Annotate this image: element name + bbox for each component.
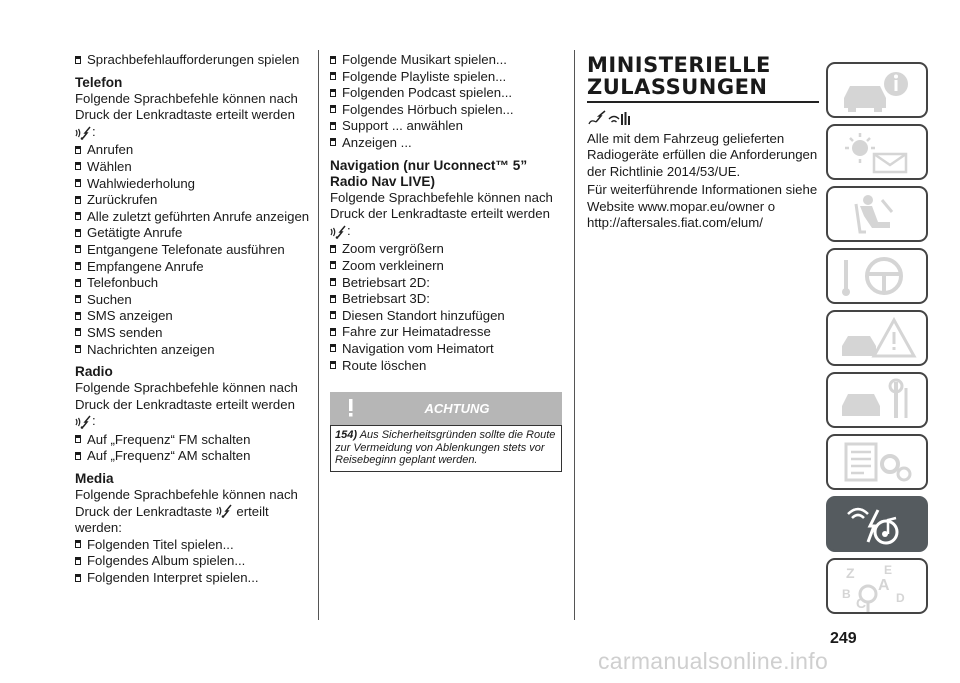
media-command-list-cont [330, 52, 562, 152]
paragraph: Alle mit dem Fahrzeug gelieferten Radiogeräte erfüllen die Anforderungen der Richtlinie 2014/53/UE. [587, 130, 818, 179]
list-item: SMS anzeigen [75, 308, 305, 325]
voice-command-icon [75, 415, 92, 429]
warning-lights-icon [838, 130, 918, 176]
list-item: Folgende Playliste spielen... [330, 69, 562, 86]
list-item: Entgangene Telefonate ausführen [75, 242, 305, 259]
list-item: Suchen [75, 292, 305, 309]
list-item: Anzeigen ... [330, 135, 562, 152]
list-item: Auf „Frequenz“ FM schalten [75, 432, 305, 449]
navigation-command-list [330, 241, 562, 374]
list-item: Folgenden Titel spielen... [75, 537, 305, 554]
tab-multimedia[interactable] [826, 496, 928, 552]
warning-text: 154) Aus Sicherheitsgründen sollte die Route zur Vermeidung von Ablenkungen stets vor Reisebeginn geplant werden. [330, 425, 562, 472]
list-item: Betriebsart 3D: [330, 291, 562, 308]
list-item: Wahlwiederholung [75, 176, 305, 193]
steering-wheel-icon [838, 254, 918, 300]
seat-airbag-icon [838, 192, 918, 238]
column-2 [330, 52, 562, 472]
list-item: Support ... anwählen [330, 118, 562, 135]
index-icon [838, 564, 918, 614]
voice-command-icon [75, 126, 92, 140]
checkbox-list [75, 52, 305, 69]
technical-data-icon [838, 440, 918, 486]
svg-text:C: C [856, 595, 867, 611]
list-item: Zurückrufen [75, 192, 305, 209]
list-item: Folgende Musikart spielen... [330, 52, 562, 69]
list-item: Sprachbefehlaufforderungen spielen [75, 52, 305, 69]
list-item: Betriebsart 2D: [330, 275, 562, 292]
radio-command-list [75, 432, 305, 465]
title-rule [587, 101, 819, 103]
section-heading-telefon: Telefon [75, 74, 123, 90]
voice-command-icon [330, 225, 347, 239]
page-number: 249 [830, 630, 857, 647]
tab-steering-wheel[interactable] [826, 248, 928, 304]
tab-seat-airbag[interactable] [826, 186, 928, 242]
svg-text:Z: Z [846, 565, 855, 581]
list-item: Empfangene Anrufe [75, 259, 305, 276]
section-intro: Folgende Sprachbefehle können nach Druck der Lenkradtaste erteilt werden: [75, 487, 298, 536]
list-item: Zoom verkleinern [330, 258, 562, 275]
section-heading-radio: Radio [75, 364, 113, 380]
list-item: Wählen [75, 159, 305, 176]
list-item: SMS senden [75, 325, 305, 342]
voice-wifi-symbol-icon [587, 110, 633, 128]
column-1 [75, 52, 310, 587]
tab-maintenance[interactable] [826, 372, 928, 428]
svg-text:E: E [884, 564, 893, 577]
section-intro: Folgende Sprachbefehle können nach Druck der Lenkradtaste erteilt werden : [330, 189, 553, 238]
voice-command-icon [216, 504, 233, 518]
section-intro: Folgende Sprachbefehle können nach Druck der Lenkradtaste erteilt werden : [75, 90, 298, 139]
section-heading-navigation: Navigation (nur Uconnect™ 5” Radio Nav LIVE) [330, 157, 528, 189]
tab-warning-lights[interactable] [826, 124, 928, 180]
maintenance-icon [838, 378, 918, 424]
svg-text:D: D [896, 591, 905, 605]
section-intro: Folgende Sprachbefehle können nach Druck der Lenkradtaste erteilt werden : [75, 380, 298, 429]
warning-title: ACHTUNG [424, 401, 490, 417]
list-item: Navigation vom Heimatort [330, 341, 562, 358]
list-item: Telefonbuch [75, 275, 305, 292]
list-item: Alle zuletzt geführten Anrufe anzeigen [75, 209, 305, 226]
list-item: Folgendes Album spielen... [75, 553, 305, 570]
svg-text:B: B [842, 587, 851, 601]
section-heading-media: Media [75, 471, 114, 487]
watermark: carmanualsonline.info [598, 648, 829, 674]
list-item: Folgenden Interpret spielen... [75, 570, 305, 587]
breakdown-icon [838, 316, 918, 362]
list-item: Diesen Standort hinzufügen [330, 308, 562, 325]
list-item: Folgendes Hörbuch spielen... [330, 102, 562, 119]
list-item: Folgenden Podcast spielen... [330, 85, 562, 102]
tab-index[interactable] [826, 558, 928, 614]
warning-header [330, 392, 562, 425]
warning-box [330, 392, 562, 472]
column-divider [318, 50, 319, 620]
list-item: Getätigte Anrufe [75, 225, 305, 242]
tab-breakdown[interactable] [826, 310, 928, 366]
chapter-title: MINISTERIELLE ZULASSUNGEN [587, 53, 771, 99]
tab-technical-data[interactable] [826, 434, 928, 490]
column-divider [574, 50, 575, 620]
list-item: Auf „Frequenz“ AM schalten [75, 448, 305, 465]
svg-text:A: A [878, 577, 890, 594]
multimedia-icon [838, 502, 918, 548]
list-item: Route löschen [330, 358, 562, 375]
list-item: Anrufen [75, 142, 305, 159]
list-item: Zoom vergrößern [330, 241, 562, 258]
media-command-list [75, 537, 305, 587]
list-item: Fahre zur Heimatadresse [330, 324, 562, 341]
telefon-command-list [75, 142, 310, 358]
tab-car-info[interactable] [826, 62, 928, 118]
column-3 [587, 52, 819, 232]
list-item: Nachrichten anzeigen [75, 342, 305, 359]
car-info-icon [838, 68, 918, 114]
paragraph: Für weiterführende Informationen siehe Website www.mopar.eu/owner o http://aftersales.fiat.com/elum/ [587, 182, 818, 231]
